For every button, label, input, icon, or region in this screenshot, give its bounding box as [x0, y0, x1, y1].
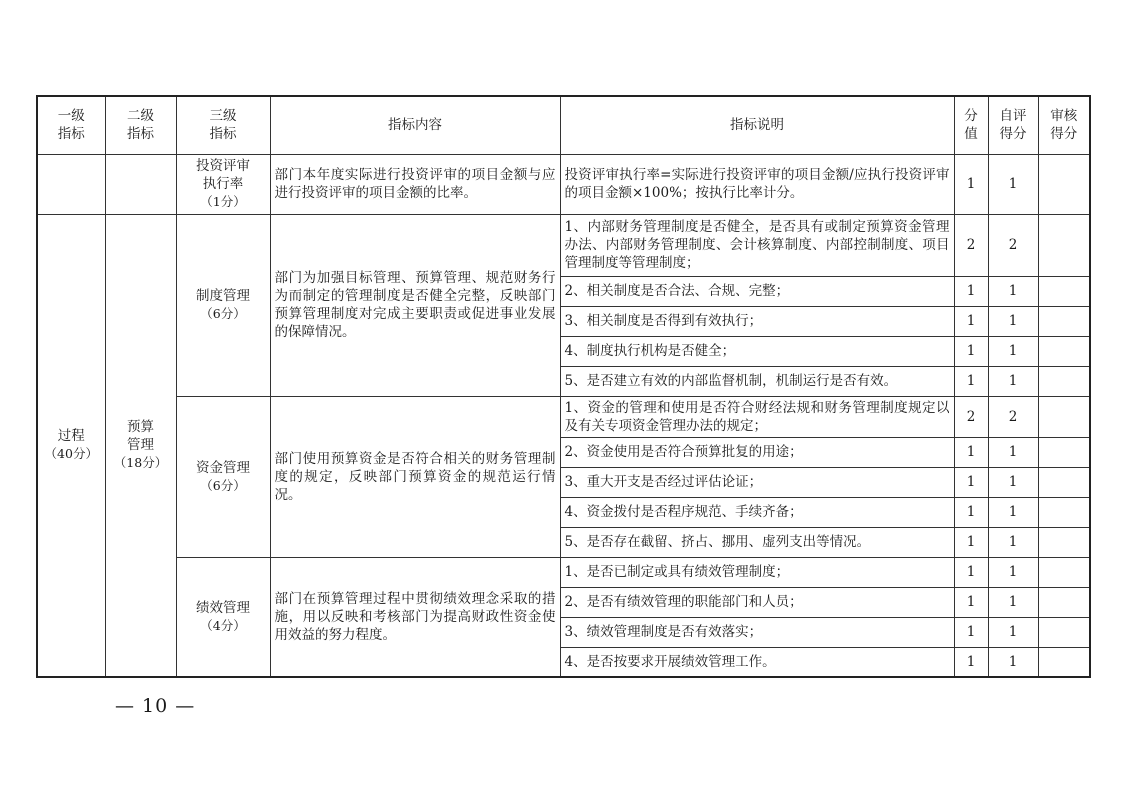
- self-eval-score: 2: [988, 214, 1038, 276]
- table-row: [37, 154, 1090, 214]
- level1-indicator: 过程 （40分）: [37, 214, 105, 677]
- evaluation-table-container: [36, 95, 1091, 678]
- self-eval-score: 1: [988, 617, 1038, 647]
- score-value: 1: [954, 617, 988, 647]
- indicator-explanation: 1、资金的管理和使用是否符合财经法规和财务管理制度规定以及有关专项资金管理办法的规定；: [560, 396, 954, 437]
- audit-score: [1038, 437, 1090, 467]
- score-value: 1: [954, 587, 988, 617]
- audit-score: [1038, 467, 1090, 497]
- audit-score: [1038, 396, 1090, 437]
- audit-score: [1038, 366, 1090, 396]
- indicator-explanation: 1、是否已制定或具有绩效管理制度；: [560, 557, 954, 587]
- indicator-explanation: 5、是否建立有效的内部监督机制，机制运行是否有效。: [560, 366, 954, 396]
- indicator-explanation: 5、是否存在截留、挤占、挪用、虚列支出等情况。: [560, 527, 954, 557]
- score-value: 2: [954, 214, 988, 276]
- indicator-explanation: 投资评审执行率=实际进行投资评审的项目金额/应执行投资评审的项目金额×100%；按执行比率计分。: [560, 154, 954, 214]
- self-eval-score: 2: [988, 396, 1038, 437]
- indicator-explanation: 3、重大开支是否经过评估论证；: [560, 467, 954, 497]
- header-level2: 二级 指标: [105, 96, 176, 154]
- table-row: [37, 214, 1090, 276]
- score-value: 1: [954, 497, 988, 527]
- page-number: — 10 —: [115, 695, 196, 717]
- level2-empty-cell: [105, 154, 176, 214]
- indicator-explanation: 2、是否有绩效管理的职能部门和人员；: [560, 587, 954, 617]
- header-content: 指标内容: [270, 96, 560, 154]
- audit-score: [1038, 587, 1090, 617]
- audit-score: [1038, 647, 1090, 677]
- indicator-name: 资金管理 （6分）: [176, 396, 270, 557]
- performance-evaluation-table: [36, 95, 1091, 678]
- score-value: 1: [954, 306, 988, 336]
- table-row: [37, 557, 1090, 587]
- indicator-explanation: 4、是否按要求开展绩效管理工作。: [560, 647, 954, 677]
- self-eval-score: 1: [988, 497, 1038, 527]
- indicator-name: 绩效管理 （4分）: [176, 557, 270, 677]
- audit-score: [1038, 154, 1090, 214]
- level1-empty-cell: [37, 154, 105, 214]
- indicator-content: 部门本年度实际进行投资评审的项目金额与应进行投资评审的项目金额的比率。: [270, 154, 560, 214]
- score-value: 1: [954, 527, 988, 557]
- self-eval-score: 1: [988, 557, 1038, 587]
- header-level1: 一级 指标: [37, 96, 105, 154]
- audit-score: [1038, 617, 1090, 647]
- header-audit: 审核 得分: [1038, 96, 1090, 154]
- table-row: [37, 396, 1090, 437]
- score-value: 1: [954, 437, 988, 467]
- indicator-name: 制度管理 （6分）: [176, 214, 270, 396]
- self-eval-score: 1: [988, 306, 1038, 336]
- self-eval-score: 1: [988, 587, 1038, 617]
- level2-indicator: 预算 管理 （18分）: [105, 214, 176, 677]
- self-eval-score: 1: [988, 437, 1038, 467]
- self-eval-score: 1: [988, 366, 1038, 396]
- header-explanation: 指标说明: [560, 96, 954, 154]
- score-value: 1: [954, 467, 988, 497]
- indicator-explanation: 4、制度执行机构是否健全；: [560, 336, 954, 366]
- score-value: 1: [954, 336, 988, 366]
- audit-score: [1038, 527, 1090, 557]
- audit-score: [1038, 336, 1090, 366]
- indicator-content: 部门为加强目标管理、预算管理、规范财务行为而制定的管理制度是否健全完整，反映部门预算管理制度对完成主要职责或促进事业发展的保障情况。: [270, 214, 560, 396]
- header-score: 分 值: [954, 96, 988, 154]
- indicator-name: 投资评审 执行率 （1分）: [176, 154, 270, 214]
- indicator-content: 部门使用预算资金是否符合相关的财务管理制度的规定，反映部门预算资金的规范运行情况。: [270, 396, 560, 557]
- score-value: 1: [954, 647, 988, 677]
- audit-score: [1038, 276, 1090, 306]
- self-eval-score: 1: [988, 647, 1038, 677]
- indicator-explanation: 4、资金拨付是否程序规范、手续齐备；: [560, 497, 954, 527]
- indicator-content: 部门在预算管理过程中贯彻绩效理念采取的措施，用以反映和考核部门为提高财政性资金使用效益的努力程度。: [270, 557, 560, 677]
- self-eval-score: 1: [988, 276, 1038, 306]
- audit-score: [1038, 497, 1090, 527]
- indicator-explanation: 1、内部财务管理制度是否健全，是否具有或制定预算资金管理办法、内部财务管理制度、会计核算制度、内部控制制度、项目管理制度等管理制度；: [560, 214, 954, 276]
- indicator-explanation: 2、相关制度是否合法、合规、完整；: [560, 276, 954, 306]
- audit-score: [1038, 306, 1090, 336]
- score-value: 1: [954, 557, 988, 587]
- audit-score: [1038, 557, 1090, 587]
- indicator-explanation: 2、资金使用是否符合预算批复的用途；: [560, 437, 954, 467]
- indicator-explanation: 3、相关制度是否得到有效执行；: [560, 306, 954, 336]
- self-eval-score: 1: [988, 154, 1038, 214]
- score-value: 1: [954, 276, 988, 306]
- header-row: [37, 96, 1090, 154]
- indicator-explanation: 3、绩效管理制度是否有效落实；: [560, 617, 954, 647]
- self-eval-score: 1: [988, 336, 1038, 366]
- header-self-eval: 自评 得分: [988, 96, 1038, 154]
- score-value: 2: [954, 396, 988, 437]
- audit-score: [1038, 214, 1090, 276]
- self-eval-score: 1: [988, 467, 1038, 497]
- header-level3: 三级 指标: [176, 96, 270, 154]
- self-eval-score: 1: [988, 527, 1038, 557]
- score-value: 1: [954, 366, 988, 396]
- score-value: 1: [954, 154, 988, 214]
